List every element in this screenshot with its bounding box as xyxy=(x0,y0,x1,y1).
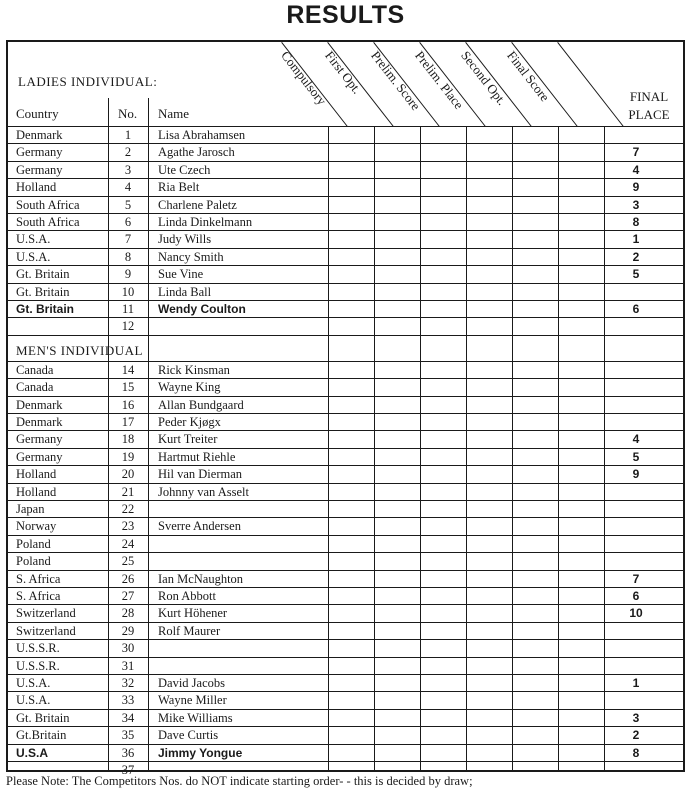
table-row xyxy=(8,300,683,317)
number-cell: 20 xyxy=(121,467,135,482)
number-cell: 32 xyxy=(121,676,135,690)
table-row xyxy=(8,604,683,621)
country-cell: Gt. Britain xyxy=(16,284,70,299)
number-cell: 4 xyxy=(124,180,132,195)
men-section-title: MEN'S INDIVIDUAL xyxy=(16,342,143,358)
number-cell: 28 xyxy=(121,606,135,621)
ladies-section-title: LADIES INDIVIDUAL: xyxy=(18,74,158,89)
name-cell xyxy=(158,318,338,335)
final-place-cell xyxy=(606,414,666,431)
number-cell: 5 xyxy=(124,197,132,212)
table-row xyxy=(8,126,683,143)
table-row xyxy=(8,396,683,413)
number-cell: 3 xyxy=(124,162,132,177)
country-cell: Japan xyxy=(16,502,45,516)
table-row xyxy=(8,413,683,430)
name-cell: Kurt Treiter xyxy=(158,432,218,447)
column-divider xyxy=(148,98,149,126)
country-cell: U.S.A. xyxy=(16,676,51,690)
table-row xyxy=(8,622,683,639)
number-cell: 11 xyxy=(121,302,135,316)
final-place-cell: 10 xyxy=(629,606,643,621)
country-cell: Gt.Britain xyxy=(16,728,67,743)
table-row xyxy=(8,448,683,465)
number-cell: 1 xyxy=(124,128,132,142)
country-cell: Switzerland xyxy=(16,623,76,638)
header-first-opt: First Opt. xyxy=(322,48,365,97)
name-cell: Sue Vine xyxy=(158,267,204,282)
final-place-cell xyxy=(606,397,666,414)
country-cell: Germany xyxy=(16,162,63,177)
table-row xyxy=(8,517,683,534)
country-cell: Gt. Britain xyxy=(16,302,75,316)
final-place-cell: 2 xyxy=(632,728,640,743)
name-cell xyxy=(158,536,338,553)
name-cell: Ian McNaughton xyxy=(158,571,244,586)
country-cell: Germany xyxy=(16,145,63,160)
final-place-cell: 6 xyxy=(632,589,640,603)
table-row xyxy=(8,265,683,282)
final-place-cell xyxy=(606,623,666,640)
table-row xyxy=(8,465,683,482)
final-place-cell xyxy=(606,318,666,335)
results-table xyxy=(6,40,685,777)
name-cell: Rolf Maurer xyxy=(158,623,221,638)
final-place-cell xyxy=(606,362,666,379)
header-prelim-place: Prelim. Place xyxy=(412,48,467,112)
name-cell xyxy=(158,501,338,518)
final-place-cell: 9 xyxy=(632,180,640,195)
final-place-cell xyxy=(606,518,666,535)
header-final-score: Final Score xyxy=(504,48,553,105)
name-cell: Ria Belt xyxy=(158,180,200,195)
country-cell: Poland xyxy=(16,536,51,551)
men-section-header xyxy=(8,335,683,361)
table-row xyxy=(8,230,683,247)
table-row xyxy=(8,552,683,569)
number-cell: 29 xyxy=(121,623,135,638)
number-cell: 18 xyxy=(121,432,135,447)
country-cell: U.S.S.R. xyxy=(16,658,60,673)
table-row xyxy=(8,639,683,656)
final-place-cell xyxy=(606,536,666,553)
name-cell: Charlene Paletz xyxy=(158,197,237,212)
number-cell: 24 xyxy=(121,536,135,551)
name-cell: Peder Kjøgx xyxy=(158,415,221,429)
final-place-cell: 3 xyxy=(632,197,640,212)
name-cell: Agathe Jarosch xyxy=(158,145,235,160)
table-header xyxy=(8,42,683,126)
table-row xyxy=(8,709,683,726)
column-divider xyxy=(466,126,467,770)
final-place-cell xyxy=(606,127,666,144)
country-cell: Denmark xyxy=(16,415,63,429)
table-row xyxy=(8,196,683,213)
final-place-cell: 9 xyxy=(632,467,640,482)
country-cell: Denmark xyxy=(16,128,63,142)
name-cell: Wayne King xyxy=(158,380,221,395)
country-cell: U.S.A xyxy=(16,745,49,760)
final-place-cell xyxy=(606,640,666,657)
page-title: RESULTS xyxy=(286,1,405,29)
final-place-cell xyxy=(606,692,666,709)
name-cell: Rick Kinsman xyxy=(158,362,230,377)
final-place-cell xyxy=(606,379,666,396)
table-row xyxy=(8,483,683,500)
column-divider xyxy=(108,126,109,770)
number-cell: 9 xyxy=(124,267,132,282)
table-row xyxy=(8,657,683,674)
number-cell: 34 xyxy=(121,710,135,725)
number-cell: 33 xyxy=(121,693,135,708)
country-cell: Canada xyxy=(16,380,54,395)
final-place-cell xyxy=(606,284,666,301)
country-cell: Denmark xyxy=(16,397,63,412)
table-row xyxy=(8,430,683,447)
number-cell: 23 xyxy=(121,519,135,534)
name-cell: Linda Dinkelmann xyxy=(158,215,253,229)
number-cell: 25 xyxy=(121,554,135,569)
column-divider xyxy=(374,126,375,770)
final-place-cell: 8 xyxy=(632,745,640,760)
number-cell: 2 xyxy=(124,145,132,160)
table-row xyxy=(8,587,683,604)
final-place-cell: 1 xyxy=(632,232,640,247)
name-cell: Kurt Höhener xyxy=(158,606,228,621)
number-cell: 15 xyxy=(121,380,135,395)
number-cell: 19 xyxy=(121,449,135,464)
column-divider xyxy=(148,126,149,770)
name-cell: Linda Ball xyxy=(158,284,212,299)
number-cell: 7 xyxy=(124,232,132,247)
final-place-cell: 1 xyxy=(632,676,640,690)
name-cell: Dave Curtis xyxy=(158,728,219,743)
country-cell: Germany xyxy=(16,449,63,464)
final-place-cell xyxy=(606,658,666,675)
name-cell: Johnny van Asselt xyxy=(158,484,249,499)
country-cell: South Africa xyxy=(16,215,80,229)
number-cell: 27 xyxy=(121,589,135,603)
header-no: No. xyxy=(118,106,138,121)
table-row xyxy=(8,143,683,160)
name-cell: Mike Williams xyxy=(158,710,233,725)
table-row xyxy=(8,726,683,743)
number-cell: 16 xyxy=(121,397,135,412)
country-cell: Holland xyxy=(16,467,57,482)
column-divider xyxy=(512,126,513,770)
name-cell: Wayne Miller xyxy=(158,693,227,708)
final-place-cell xyxy=(606,501,666,518)
column-divider xyxy=(108,98,109,126)
final-place-cell xyxy=(606,553,666,570)
number-cell: 17 xyxy=(121,415,135,429)
country-cell: Switzerland xyxy=(16,606,76,621)
country-cell: Germany xyxy=(16,432,63,447)
table-row xyxy=(8,178,683,195)
country-cell: Gt. Britain xyxy=(16,267,70,282)
country-cell: Holland xyxy=(16,180,57,195)
final-place-cell: 5 xyxy=(632,267,640,282)
number-cell: 37 xyxy=(121,763,135,777)
number-cell: 8 xyxy=(124,249,132,264)
number-cell: 26 xyxy=(121,571,135,586)
table-row xyxy=(8,361,683,378)
table-row xyxy=(8,674,683,691)
final-place-cell: 4 xyxy=(632,432,640,447)
column-divider xyxy=(604,126,605,770)
country-cell: U.S.A. xyxy=(16,693,51,708)
name-cell: David Jacobs xyxy=(158,676,225,690)
header-second-opt: Second Opt. xyxy=(458,48,510,108)
name-cell: Allan Bundgaard xyxy=(158,397,244,412)
header-final-place xyxy=(614,88,684,124)
table-row xyxy=(8,213,683,230)
table-row xyxy=(8,535,683,552)
name-cell: Judy Wills xyxy=(158,232,212,247)
name-cell: Ron Abbott xyxy=(158,589,216,603)
name-cell: Ute Czech xyxy=(158,162,211,177)
header-prelim-score: Prelim. Score xyxy=(368,48,424,113)
header-final-place-line1: FINAL xyxy=(629,89,669,104)
final-place-cell xyxy=(606,484,666,501)
final-place-cell: 7 xyxy=(632,145,640,160)
table-row xyxy=(8,317,683,334)
table-row xyxy=(8,248,683,265)
number-cell: 31 xyxy=(121,658,135,673)
name-cell: Hartmut Riehle xyxy=(158,449,236,464)
final-place-cell: 3 xyxy=(632,710,640,725)
name-cell xyxy=(158,658,338,675)
table-row xyxy=(8,500,683,517)
name-cell: Wendy Coulton xyxy=(158,302,246,316)
table-row xyxy=(8,570,683,587)
country-cell: S. Africa xyxy=(16,589,61,603)
country-cell: Canada xyxy=(16,362,54,377)
number-cell: 6 xyxy=(124,215,132,229)
final-place-cell: 4 xyxy=(632,162,640,177)
name-cell: Sverre Andersen xyxy=(158,519,241,534)
header-country: Country xyxy=(16,106,59,121)
final-place-cell: 5 xyxy=(632,449,640,464)
country-cell: Gt. Britain xyxy=(16,710,70,725)
footer-note: Please Note: The Competitors Nos. do NOT indicate starting order- - this is decided by draw; xyxy=(6,774,473,788)
number-cell: 10 xyxy=(121,284,135,299)
country-cell: U.S.A. xyxy=(16,249,51,264)
final-place-cell: 7 xyxy=(632,571,640,586)
name-cell xyxy=(158,640,338,657)
country-cell xyxy=(16,318,108,335)
country-cell: South Africa xyxy=(16,197,80,212)
number-cell: 14 xyxy=(121,362,135,377)
country-cell: Norway xyxy=(16,519,57,534)
final-place-cell: 8 xyxy=(632,215,640,229)
country-cell: U.S.S.R. xyxy=(16,641,60,656)
table-row xyxy=(8,744,683,761)
country-cell: S. Africa xyxy=(16,571,61,586)
column-divider xyxy=(558,126,559,770)
column-divider xyxy=(420,126,421,770)
number-cell: 35 xyxy=(121,728,135,743)
table-row xyxy=(8,378,683,395)
number-cell: 22 xyxy=(121,502,135,516)
final-place-cell: 2 xyxy=(632,249,640,264)
name-cell: Lisa Abrahamsen xyxy=(158,128,246,142)
column-divider xyxy=(328,126,329,770)
name-cell: Jimmy Yongue xyxy=(158,745,243,760)
number-cell: 12 xyxy=(121,319,135,334)
number-cell: 30 xyxy=(121,641,135,656)
header-name: Name xyxy=(158,106,190,121)
number-cell: 21 xyxy=(121,484,135,499)
country-cell: U.S.A. xyxy=(16,232,51,247)
country-cell: Holland xyxy=(16,484,57,499)
header-compulsory: Compulsory xyxy=(278,48,330,108)
header-final-place-line2: PLACE xyxy=(628,107,670,122)
table-row xyxy=(8,691,683,708)
final-place-cell: 6 xyxy=(632,302,640,316)
table-row xyxy=(8,283,683,300)
table-row xyxy=(8,161,683,178)
name-cell: Nancy Smith xyxy=(158,249,224,264)
country-cell: Poland xyxy=(16,554,51,569)
name-cell xyxy=(158,553,338,570)
name-cell: Hil van Dierman xyxy=(158,467,243,482)
number-cell: 36 xyxy=(121,745,135,760)
